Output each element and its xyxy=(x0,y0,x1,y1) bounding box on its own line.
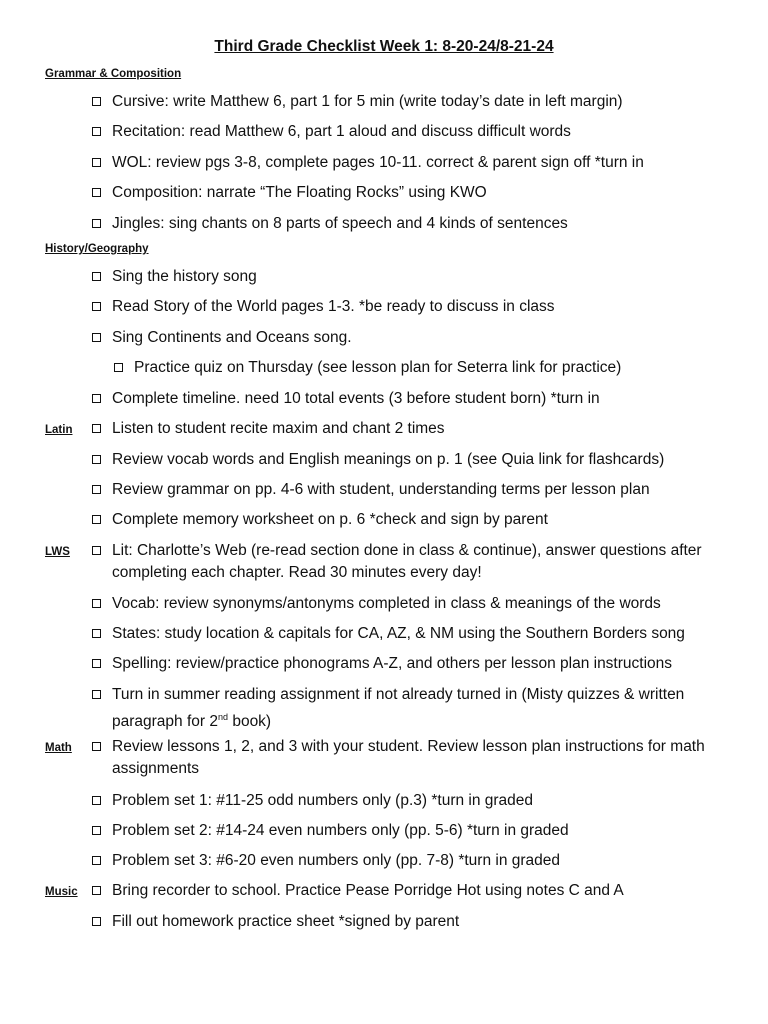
item-text: Review grammar on pp. 4-6 with student, understanding terms per lesson plan xyxy=(112,481,650,498)
item-text: Review vocab words and English meanings on p. 1 (see Quia link for flashcards) xyxy=(112,451,665,468)
checklist-item[interactable] xyxy=(92,850,732,872)
item-text: Cursive: write Matthew 6, part 1 for 5 min (write today’s date in left margin) xyxy=(112,93,623,110)
item-text: WOL: review pgs 3-8, complete pages 10-11. correct & parent sign off *turn in xyxy=(112,154,644,171)
checklist-item[interactable] xyxy=(92,509,732,531)
checklist-item[interactable] xyxy=(92,593,732,615)
checklist-item[interactable] xyxy=(92,296,732,318)
item-text: States: study location & capitals for CA, AZ, & NM using the Southern Borders song xyxy=(112,625,685,642)
checkbox[interactable] xyxy=(114,363,123,372)
checkbox[interactable] xyxy=(92,515,101,524)
checkbox[interactable] xyxy=(92,796,101,805)
checkbox[interactable] xyxy=(92,455,101,464)
checkbox[interactable] xyxy=(92,886,101,895)
checkbox[interactable] xyxy=(92,599,101,608)
item-text: Review lessons 1, 2, and 3 with your student. Review lesson plan instructions for math assignments xyxy=(112,738,705,777)
item-text-part: Turn in summer reading assignment if not already turned in (Misty quizzes & written paragraph for 2 xyxy=(112,686,685,731)
item-text: Composition: narrate “The Floating Rocks” using KWO xyxy=(112,184,487,201)
checklist-item[interactable] xyxy=(92,327,732,349)
checklist-item[interactable] xyxy=(92,623,732,645)
checklist-item[interactable] xyxy=(92,653,732,675)
item-text: Spelling: review/practice phonograms A-Z, and others per lesson plan instructions xyxy=(112,655,673,672)
item-text xyxy=(112,684,732,733)
item-text-part: book) xyxy=(228,713,272,731)
checklist-item[interactable] xyxy=(92,388,732,410)
checklist-item[interactable] xyxy=(92,213,732,235)
item-text: Listen to student recite maxim and chant 2 times xyxy=(112,420,445,437)
item-text: Recitation: read Matthew 6, part 1 aloud and discuss difficult words xyxy=(112,123,571,140)
checklist-item[interactable] xyxy=(92,152,732,174)
checkbox[interactable] xyxy=(92,424,101,433)
subject-label-lws: LWS xyxy=(45,546,70,558)
checkbox[interactable] xyxy=(92,856,101,865)
checkbox[interactable] xyxy=(92,188,101,197)
checkbox[interactable] xyxy=(92,394,101,403)
checkbox[interactable] xyxy=(92,690,101,699)
checklist-item[interactable] xyxy=(92,880,732,902)
item-text: Fill out homework practice sheet *signed by parent xyxy=(112,913,460,930)
checkbox[interactable] xyxy=(92,97,101,106)
checkbox[interactable] xyxy=(92,302,101,311)
section-heading-history: History/Geography xyxy=(45,243,149,255)
checkbox[interactable] xyxy=(92,546,101,555)
checklist-item[interactable] xyxy=(92,790,732,812)
checkbox[interactable] xyxy=(92,219,101,228)
item-text: Sing Continents and Oceans song. xyxy=(112,329,352,346)
item-text: Read Story of the World pages 1-3. *be ready to discuss in class xyxy=(112,298,555,315)
checklist-item[interactable] xyxy=(92,121,732,143)
subject-label-latin: Latin xyxy=(45,424,73,436)
item-text: Lit: Charlotte’s Web (re-read section done in class & continue), answer questions after completing each chapter. Read 30 minutes every day! xyxy=(112,542,702,581)
item-text: Vocab: review synonyms/antonyms completed in class & meanings of the words xyxy=(112,595,661,612)
checklist-item[interactable] xyxy=(92,540,732,584)
item-text: Complete memory worksheet on p. 6 *check and sign by parent xyxy=(112,511,548,528)
item-text: Problem set 2: #14-24 even numbers only (pp. 5-6) *turn in graded xyxy=(112,822,569,839)
checklist-item[interactable] xyxy=(92,182,732,204)
checkbox[interactable] xyxy=(92,333,101,342)
checklist-item[interactable] xyxy=(92,266,732,288)
checklist-item[interactable] xyxy=(92,418,732,440)
checklist-item[interactable] xyxy=(92,91,732,113)
item-text: Problem set 3: #6-20 even numbers only (pp. 7-8) *turn in graded xyxy=(112,852,561,869)
checklist-item[interactable] xyxy=(92,736,732,780)
item-text: Bring recorder to school. Practice Pease Porridge Hot using notes C and A xyxy=(112,882,624,899)
checklist-item[interactable] xyxy=(92,479,732,501)
item-text: Complete timeline. need 10 total events (3 before student born) *turn in xyxy=(112,390,600,407)
checkbox[interactable] xyxy=(92,917,101,926)
page-title: Third Grade Checklist Week 1: 8-20-24/8-21-24 xyxy=(214,38,554,55)
checkbox[interactable] xyxy=(92,485,101,494)
checklist-item[interactable] xyxy=(92,911,732,933)
subject-label-math: Math xyxy=(45,742,72,754)
checkbox[interactable] xyxy=(92,158,101,167)
checklist-subitem[interactable] xyxy=(114,357,734,379)
checklist-item[interactable] xyxy=(92,449,732,471)
checkbox[interactable] xyxy=(92,742,101,751)
checkbox[interactable] xyxy=(92,127,101,136)
item-text: Jingles: sing chants on 8 parts of speech and 4 kinds of sentences xyxy=(112,215,568,232)
checklist-item[interactable] xyxy=(92,820,732,842)
section-heading-grammar: Grammar & Composition xyxy=(45,68,182,80)
checklist-item[interactable] xyxy=(92,684,732,733)
checkbox[interactable] xyxy=(92,272,101,281)
item-text: Sing the history song xyxy=(112,268,257,285)
subject-label-music: Music xyxy=(45,886,78,898)
checkbox[interactable] xyxy=(92,659,101,668)
superscript: nd xyxy=(218,712,229,722)
item-text: Problem set 1: #11-25 odd numbers only (p.3) *turn in graded xyxy=(112,792,534,809)
checkbox[interactable] xyxy=(92,629,101,638)
item-text: Practice quiz on Thursday (see lesson plan for Seterra link for practice) xyxy=(134,359,622,376)
checkbox[interactable] xyxy=(92,826,101,835)
